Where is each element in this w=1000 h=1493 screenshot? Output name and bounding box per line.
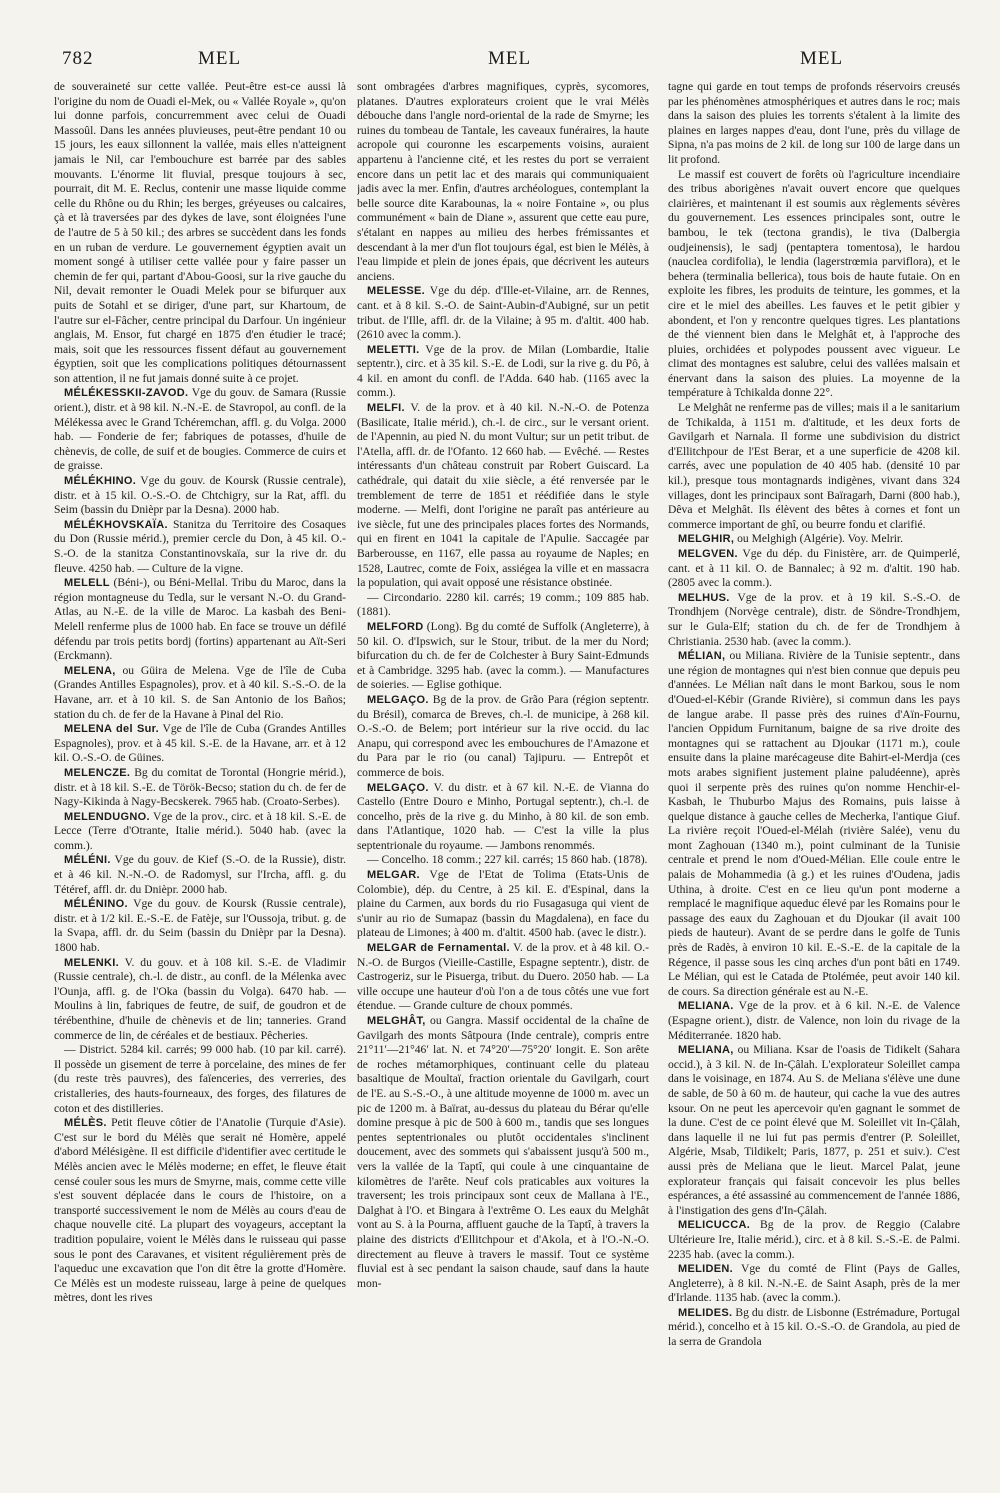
entry-text: Vge du gouv. de Koursk (Russie centrale), distr. et à 15 kil. O.-S.-O. de Chtchigry, sur la Rat, affl. du Seim (bassin du Dnièpr par la Desna). 2000 hab. [54, 474, 346, 517]
dictionary-entry [357, 591, 649, 620]
entry-headword: MELENKI. [64, 956, 119, 969]
entry-text: — Circondario. 2280 kil. carrés; 19 comm.; 109 885 hab. (1881). [357, 590, 649, 619]
entry-headword: MELESSE. [367, 285, 426, 298]
dictionary-entry [54, 576, 346, 664]
entry-text: Bg du distr. de Lisbonne (Estrémadure, Portugal mérid.), concelho et à 15 kil. O.-S.-O. de Grandola, au pied de la serra de Grandola [668, 1305, 960, 1349]
dictionary-entry [54, 664, 346, 722]
entry-headword: MELGAÇO. [367, 781, 429, 794]
entry-text: Vge du gouv. de Samara (Russie orient.), distr. et à 98 kil. N.-N.-E. de Stavropol, au confl. de la Mélékessa avec le Grand Tchéremchan, affl. g. du Volga. 2000 hab. — Fonderie de fer; fabriques de potasses, d'huile de chènevis, de colle, de suif et de bougies. Commerce de cuirs et de graisse. [54, 386, 346, 473]
dictionary-entry [668, 80, 960, 168]
entry-headword: MÉLÉKHOVSKAÏA. [64, 518, 168, 531]
entry-text: Vge du comté de Flint (Pays de Galles, Angleterre), à 8 kil. N.-N.-E. de Saint Asaph, près de la mer d'Irlande. 1135 hab. (avec la comm.). [668, 1262, 960, 1305]
dictionary-entry [54, 386, 346, 474]
entry-text: sont ombragées d'arbres magnifiques, cyprès, sycomores, platanes. D'autres explorateurs croient que le vrai Mélès débouche dans l'angle nord-oriental de la rade de Smyrne; les ruines du tombeau de Tantale, les caveaux funéraires, la haute acropole qui couronne les escarpements voisins, auraient appartenu à l'ancienne cité, et les restes du port se verraient encore dans un petit lac et des marais qui communiquaient jadis avec la mer. Enfin, d'autres archéologues, contemplant la belle source dite Karabounas, la « noire Fontaine », ou plus communément « bain de Diane », assurent que cette eau pure, s'étalant en nappes au milieu des herbes frémissantes et descendant à la mer d'un flot toujours égal, est bien le Mélès, à l'eau limpide et plein de jones épais, que décrivent les auteurs anciens. [357, 80, 649, 283]
dictionary-entry [357, 284, 649, 342]
entry-headword: MELETTI. [367, 343, 420, 356]
entry-text: — District. 5284 kil. carrés; 99 000 hab. (10 par kil. carré). Il possède un gisement de terre à porcelaine, des mines de fer (du reste très pauvres), des faïenceries, des verreries, des cristalleries, des hauts-fourneaux, des forges, des filatures de coton et des distilleries. [54, 1043, 346, 1115]
dictionary-entry [357, 781, 649, 854]
dictionary-entry [54, 1043, 346, 1116]
dictionary-entry [668, 1218, 960, 1262]
entry-text: tagne qui garde en tout temps de profonds réservoirs creusés par les phénomènes atmosphériques et autres dans le roc; mais dans la saison des pluies les torrents s'étalent à la limite des plaines en larges nappes d'eau, dont l'une, près du village de Sipna, n'a pas moins de 2 kil. de long sur 100 de large dans un lit profond. [668, 80, 960, 166]
running-head-right: MEL [800, 48, 844, 69]
entry-headword: MELENDUGNO. [64, 810, 150, 823]
entry-text: ou Miliana. Ksar de l'oasis de Tidikelt (Sahara occid.), à 3 kil. N. de In-Çâlah. L'explorateur Soleillet campa dans le voisinage, en 1874. Au S. de Meliana s'élève une dune de sable, de 50 à 60 m. de hauteur, qui cache la vue des autres ksour. On ne peut les apercevoir qu'en gagnant le sommet de la dune. C'est de ce point élevé que M. Soleillet vit In-Çâlah, dans laquelle il ne lui fut pas permis d'entrer (P. Soleillet, Algérie, Msab, Tildikelt; Paris, 1877, p. 251 et suiv.). C'est aussi près de Meliana que le lieut. Marcel Palat, jeune explorateur français qui faisait concevoir les plus belles espérances, a été assassiné au commencement de l'année 1886, à l'instigation des gens d'In-Çâlah. [668, 1043, 960, 1217]
dictionary-entry [357, 941, 649, 1014]
entry-headword: MÉLÉNINO. [64, 898, 128, 911]
dictionary-entry [54, 1116, 346, 1306]
entry-text: Le massif est couvert de forêts où l'agriculture incendiaire des tribus aborigènes n'avait ouvert encore que quelques clairières, et maintenant il est soumis aux règlements sévères du gouvernement. Les essences principales sont, outre le bambou, le tek (tectona grandis), le tiva (Dalbergia oudjeinensis), le sadj (pentaptera tomentosa), le hardou (nauclea cordifolia), le lendia (lagerstrœmia parviflora), et le behera (terminalia bellerica), tous bois de haute futaie. On en exploite les fibres, les produits de teinture, les gommes, et la cire et le miel des abeilles. Les fauves et le petit gibier y abondent, et l'on y rencontre quelques tigres. Les plantations de thé viennent bien dans le Melghât et, à l'approche des pluies, orchidées et polypodes poussent avec vigueur. Le climat des montagnes est salubre, celui des vallées malsain et énervant dans la saison des pluies. La moyenne de la température à Tchikalda donne 22°. [668, 167, 960, 400]
text-column-2 [357, 80, 649, 1480]
entry-headword: MELFI. [367, 402, 405, 415]
entry-headword: MELGVEN. [678, 548, 738, 560]
entry-text: Bg de la prov. de Reggio (Calabre Ultérieure Ire, Italie mérid.), circ. et à 8 kil. S.-S.-E. de Palmi. 2235 hab. (avec la comm.). [668, 1218, 960, 1261]
dictionary-entry [54, 810, 346, 854]
dictionary-entry [357, 80, 649, 284]
dictionary-entry [357, 1014, 649, 1291]
entry-text: V. du gouv. et à 108 kil. S.-E. de Vladimir (Russie centrale), ch.-l. de distr., au confl. de la Mélenka avec l'Ounja, affl. g. de l'Oka (bassin du Volga). 6470 hab. — Moulins à lin, fabriques de feutre, de suif, de goudron et de térébenthine, d'huile de chènevis et de lin; tanneries. Grand commerce de lin, de céréales et de bestiaux. Pêcheries. [54, 955, 346, 1042]
dictionary-entry [668, 1043, 960, 1218]
dictionary-entry [357, 868, 649, 941]
dictionary-entry [668, 401, 960, 532]
entry-text: Bg de la prov. de Grão Para (région septentr. du Brésil), comarca de Breves, ch.-l. de municipe, à 268 kil. O.-S.-O. de Belem; port intérieur sur la rive occid. du lac Anapu, qui correspond avec les embouchures de l'Amazone et du Para par le rio (ou canal) Tajipuru. — Entrepôt et commerce de bois. [357, 692, 649, 779]
entry-headword: MELELL [64, 577, 110, 590]
dictionary-entry [668, 1262, 960, 1306]
entry-headword: MELGAR de Fernamental. [367, 942, 510, 955]
entry-text: de souveraineté sur cette vallée. Peut-être est-ce aussi là l'origine du nom de Ouadi el-Mek, ou « Vallée Royale », qu'on lui donne parfois, concurremment avec celui de Ouadi Massoûl. Dans les années pluvieuses, peut-être pendant 10 ou 15 jours, les eaux sillonnent la vallée, mais elles n'atteignent jamais le Nil, car l'embouchure est barrée par des sables mouvants. L'énorme lit fluvial, presque toujours à sec, pourrait, dit M. E. Reclus, contenir une masse liquide comme celle du Rhône ou du Rhin; les berges, gréyeuses ou calcaires, çà et là traversées par des dykes de lave, sont éloignées l'une de l'autre de 5 à 50 kil.; des arbres se succèdent dans les fonds en un ruban de verdure. Le gouvernement égyptien avait un moment songé à utiliser cette vallée pour y faire passer un chemin de fer qui, partant d'Abou-Goosi, sur la rive gauche du Nil, devait remonter le Ouadi Melek pour se bifurquer aux puits de Sotahl et se diriger, d'une part, sur Khartoum, de l'autre sur el-Fâcher, centre principal du Darfour. Un ingénieur anglais, M. Ensor, fut chargé en 1875 d'en étudier le tracé; mais, soit que les ressources fissent défaut au gouvernement égyptien, soit que les complications politiques détournassent son attention, il ne fut jamais donné suite à ce projet. [54, 80, 346, 385]
entry-text: Vge de la prov. et à 6 kil. N.-E. de Valence (Espagne orient.), distr. de Valence, non loin du rivage de la Méditerranée. 1820 hab. [668, 999, 960, 1042]
dictionary-entry [54, 766, 346, 810]
running-head-center: MEL [488, 48, 532, 69]
dictionary-entry [54, 722, 346, 766]
entry-text: — Concelho. 18 comm.; 227 kil. carrés; 15 860 hab. (1878). [367, 853, 648, 867]
entry-headword: MELGAÇO. [367, 693, 429, 706]
entry-text: Stanitza du Territoire des Cosaques du Don (Russie mérid.), premier cercle du Don, à 45 kil. O.-S.-O. de la stanitza Constantinovskaïa, sur la rive dr. du fleuve. 4250 hab. — Culture de la vigne. [54, 517, 346, 575]
entry-headword: MÉLÈS. [64, 1117, 107, 1130]
entry-text: Petit fleuve côtier de l'Anatolie (Turquie d'Asie). C'est sur le bord du Mélès que serait né Homère, appelé d'abord Mélésigène. Il est difficile d'identifier avec certitude le Mélès ancien avec le Mélès moderne; en effet, le fleuve était censé couler sous les murs de Smyrne, mais, comme cette ville s'est souvent déplacée dans le cours de l'histoire, on a transporté successivement le nom de Mélès au cours d'eau de chaque nouvelle cité. La plupart des voyageurs, acceptant la tradition populaire, voient le Mélès dans le ruisseau qui passe sous le pont des Caravanes, et visitent régulièrement près de l'aqueduc une excavation que l'on dit être la grotte d'Homère. Ce Mélès est un modeste ruisseau, large à peine de quelques mètres, dont les rives [54, 1116, 346, 1305]
entry-headword: MELHUS. [678, 591, 730, 604]
entry-text: V. de la prov. et à 48 kil. O.-N.-O. de Burgos (Vieille-Castille, Espagne septentr.), distr. de Castrogeriz, sur le Pisuerga, tribut. du Duero. 2050 hab. — La ville occupe une hauteur d'où l'on a de tous côtés une vue fort étendue. — Grande culture de choux pommés. [357, 941, 649, 1013]
dictionary-entry [357, 693, 649, 781]
entry-text: ou Miliana. Rivière de la Tunisie septentr., dans une région de montagnes qui n'est bien connue que depuis peu d'années. Le Mélian naît dans le mont Barkou, sous le nom d'Oued-el-Kébir (Grande Rivière), si commun dans les pays de langue arabe. Il passe près des ruines d'Aïn-Fournu, l'ancien Oppidum Furnitanum, baigne de sa rive droite des montagnes qui se rattachent au Djoukar (1171 m.), coule ensuite dans la plaine marécageuse dite Bahirt-el-Merdja (ces mots arabes signifient justement plaine paludéenne), après quoi il serpente près des ruines qu'on nomme Henchir-el-Kasbah, le Thuburbo Majus des Romains, puis laisse à quelque distance à gauche celles de Mecherka, l'antique Giuf. La rivière reçoit l'Oued-el-Mélah (rivière Salée), venu du mont Zaghouan (1340 m.), point culminant de la Tunisie centrale et prend le nom d'Oued-Mélian. Elle coule entre le palais de Mohammedia (à g.) et les ruines d'Oudena, jadis Uthina, à droite. C'est en ce lieu qu'un pont moderne a remplacé le magnifique aqueduc élevé par les Romains pour le passage des eaux du Zaghouan et du Djoukar (il avait 100 pieds de hauteur). Avant de se perdre dans le golfe de Tunis près de Radès, à environ 10 kil. E.-S.-E. de la capitale de la Régence, il passe sous les cinq arches d'un pont bâti en 1749. Le Mélian, qui est le Catada de Ptolémée, peut avoir 140 kil. de cours. Sa direction générale est au N.-E. [668, 649, 960, 998]
entry-headword: MELENA del Sur. [64, 723, 159, 736]
running-head-left: MEL [198, 48, 242, 69]
dictionary-entry [668, 547, 960, 591]
entry-text: Vge de la prov., circ. et à 18 kil. S.-E. de Lecce (Terre d'Otrante, Italie mérid.). 5040 hab. (avec la comm.). [54, 809, 346, 852]
entry-headword: MÉLÉNI. [64, 854, 111, 867]
entry-text: (Béni-), ou Béni-Mellal. Tribu du Maroc, dans la région montagneuse du Tedla, sur le versant N.-O. du Grand-Atlas, au N.-E. de la ville de Maroc. La kasbah des Beni-Melell renferme plus de 1000 hab. En face se trouve un défilé défendu par trois petits bordj (fortins) appartenant au Aït-Seri (Erckmann). [54, 576, 346, 663]
entry-text: ou Gangra. Massif occidental de la chaîne de Gavilgarh des monts Sâtpoura (Inde centrale), compris entre 21°11′—21°46′ lat. N. et 74°20′—75°20′ longit. E. Son arête de roches métamorphiques, continuant celle du plateau basaltique de Moultaï, fraction orientale du Gavilgarh, court de l'E. au S.-S.-O., à une altitude moyenne de 1000 m. avec un pic de 1200 m. à Baïrat, au-dessus du plateau du Bérar qu'elle domine presque à pic de 500 à 600 m., tandis que ses longues pentes septentrionales ou plutôt occidentales s'inclinent doucement, avec des sommets qui s'abaissent jusqu'à 500 m., vers la vallée de la Taptî, qui coule à une cinquantaine de kilomètres de l'arête. Neuf cols praticables aux voitures la traversent; les trois principaux sont ceux de Mallana à l'E., Dalghat à l'O. et Bingara à l'extrême O. Les eaux du Melghât vont au S. à la Pourna, affluent gauche de la Taptî, à travers la plaine des districts d'Ellitchpour et d'Akola, et à l'O.-N.-O. directement au fleuve à travers le massif. Tout ce système fluvial est à sec pendant la saison chaude, sauf dans la haute mon- [357, 1014, 649, 1290]
entry-text: V. de la prov. et à 40 kil. N.-N.-O. de Potenza (Basilicate, Italie mérid.), ch.-l. de circ., sur le versant orient. de l'Apennin, au pied N. du mont Vultur; sur un petit tribut. de l'Atella, affl. dr. de l'Ofanto. 12 660 hab. — Evêché. — Restes intéressants d'un château construit par Robert Guiscard. La cathédrale, qui datait du xiie siècle, a été renversée par le tremblement de terre de 1851 et réédifiée dans le style moderne. — Melfi, dont l'origine ne paraît pas antérieure au ive siècle, fut une des principales places fortes des Normands, qui en firent en 1041 la capitale de l'Apulie. Saccagée par Barberousse, en 1167, elle passa au royaume de Naples; en 1528, Lautrec, comte de Foix, assiégea la ville et en massacra la population, qui avait opposé une résistance obstinée. [357, 401, 649, 590]
dictionary-entry [357, 343, 649, 401]
dictionary-entry [357, 401, 649, 591]
entry-headword: MELIDEN. [678, 1263, 733, 1276]
entry-text: ou Güira de Melena. Vge de l'île de Cuba (Grandes Antilles Espagnoles), prov. et à 40 kil. S.-S.-O. de la Havane, arr. et à 10 kil. S. de San Antonio de los Baños; station du ch. de fer de la Havane à Pinal del Rio. [54, 663, 346, 721]
entry-headword: MELGAR. [367, 869, 420, 882]
entry-headword: MELFORD [367, 620, 424, 633]
entry-text: Vge du gouv. de Koursk (Russie centrale), distr. et à 1/2 kil. E.-S.-E. de Fatèje, sur l'Oussoja, tribut. g. de la Svapa, affl. dr. du Seim (bassin du Dnièpr par la Desna). 1800 hab. [54, 897, 346, 955]
entry-headword: MÉLÉKHINO. [64, 475, 137, 488]
entry-text: Vge du dép. du Finistère, arr. de Quimperlé, cant. et à 11 kil. O. de Bannalec; à 92 m. d'altit. 190 hab. (2805 avec la comm.). [668, 547, 960, 590]
dictionary-entry [54, 853, 346, 897]
entry-headword: MELENCZE. [64, 766, 131, 779]
entry-text: ou Melghigh (Algérie). Voy. Melrir. [737, 532, 904, 546]
entry-headword: MELGHIR, [678, 533, 735, 546]
entry-headword: MELIANA, [678, 1044, 734, 1057]
dictionary-entry [668, 649, 960, 999]
entry-text: Vge de la prov. et à 19 kil. S.-S.-O. de Trondhjem (Norvège centrale), distr. de Söndre-Trondhjem, sur le Gula-Elf; station du ch. de fer de Trondhjem à Christiania. 2530 hab. (avec la comm.). [668, 590, 960, 648]
entry-text: Bg du comitat de Torontal (Hongrie mérid.), distr. et à 18 kil. S.-E. de Török-Becso; station du ch. de fer de Nagy-Kikinda à Nagy-Becskerek. 7965 hab. (Croato-Serbes). [54, 765, 346, 809]
dictionary-entry [54, 518, 346, 576]
dictionary-entry [54, 956, 346, 1044]
entry-text: Le Melghât ne renferme pas de villes; mais il a le sanitarium de Tchikalda, à 1151 m. d'altitude, et les deux forts de Gavilgarh et Narnala. Il forme une subdivision du district d'Ellitchpour de l'Est Berar, et a une superficie de 4208 kil. carrés, avec une population de 40 405 hab. (densité 10 par kil.), presque tous montagnards indigènes, vivant dans 324 villages, dont les principaux sont Baïragarh, Darni (800 hab.), Dêva et Melghât. Ils élèvent des bêtes à cornes et font un commerce important de ghî, ou beurre fondu et clarifié. [668, 401, 960, 531]
dictionary-entry [668, 999, 960, 1043]
entry-text: Vge de la prov. de Milan (Lombardie, Italie septentr.), circ. et à 35 kil. S.-E. de Lodi, sur la rive g. du Pô, à 4 kil. en amont du confl. de l'Adda. 640 hab. (1165 avec la comm.). [357, 342, 649, 400]
dictionary-entry [54, 474, 346, 518]
dictionary-entry [54, 897, 346, 955]
entry-headword: MELICUCCA. [678, 1219, 751, 1232]
dictionary-entry [668, 532, 960, 547]
entry-headword: MELIDES. [678, 1306, 733, 1319]
text-column-1 [54, 80, 346, 1480]
dictionary-entry [668, 168, 960, 402]
dictionary-entry [357, 853, 649, 868]
entry-headword: MÉLÉKESSKII-ZAVOD. [64, 387, 189, 400]
entry-headword: MELIANA. [678, 1000, 734, 1013]
dictionary-entry [668, 1306, 960, 1350]
entry-headword: MÉLIAN, [678, 650, 726, 663]
entry-headword: MELGHÂT, [367, 1015, 426, 1027]
entry-text: Vge de l'Etat de Tolima (Etats-Unis de Colombie), dép. du Centre, à 25 kil. E. d'Espinal, dans la plaine du Carmen, aux bords du rio Fusagasuga qui vient de s'unir au rio de Sumapaz (bassin du Magdalena), en face du plateau de Limones; à 400 m. d'altit. 4500 hab. (avec le distr.). [357, 868, 649, 940]
dictionary-entry [54, 80, 346, 386]
entry-headword: MELENA, [64, 664, 116, 677]
entry-text: V. du distr. et à 67 kil. N.-E. de Vianna do Castello (Entre Douro e Minho, Portugal septentr.), ch.-l. de concelho, près de la rive g. du Minho, à 80 kil. de son emb. dans l'Atlantique, 1020 hab. — C'est la ville la plus septentrionale du royaume. — Jambons renommés. [357, 780, 649, 852]
entry-text: Vge de l'île de Cuba (Grandes Antilles Espagnoles), prov. et à 45 kil. S.-E. de la Havane, arr. et à 12 kil. O.-S.-O. de Güines. [54, 722, 346, 765]
entry-text: (Long). Bg du comté de Suffolk (Angleterre), à 50 kil. O. d'Ipswich, sur le Stour, tribut. de la mer du Nord; bifurcation du ch. de fer de Colchester à Bury Saint-Edmunds et à Cambridge. 3295 hab. (avec la comm.). — Manufactures de soieries. — Eglise gothique. [357, 619, 649, 692]
entry-text: Vge du dép. d'Ille-et-Vilaine, arr. de Rennes, cant. et à 8 kil. S.-O. de Saint-Aubin-d'Aubigné, sur un petit tribut. de l'Ille, affl. dr. de la Vilaine; à 95 m. d'altit. 400 hab. (2610 avec la comm.). [357, 284, 649, 342]
entry-text: Vge du gouv. de Kief (S.-O. de la Russie), distr. et à 46 kil. N.-N.-O. de Radomysl, sur l'Ircha, affl. g. du Tétéref, affl. dr. du Dnièpr. 2000 hab. [54, 853, 346, 896]
dictionary-entry [357, 620, 649, 693]
page-number: 782 [62, 48, 94, 69]
dictionary-entry [668, 591, 960, 649]
text-column-3 [668, 80, 960, 1480]
